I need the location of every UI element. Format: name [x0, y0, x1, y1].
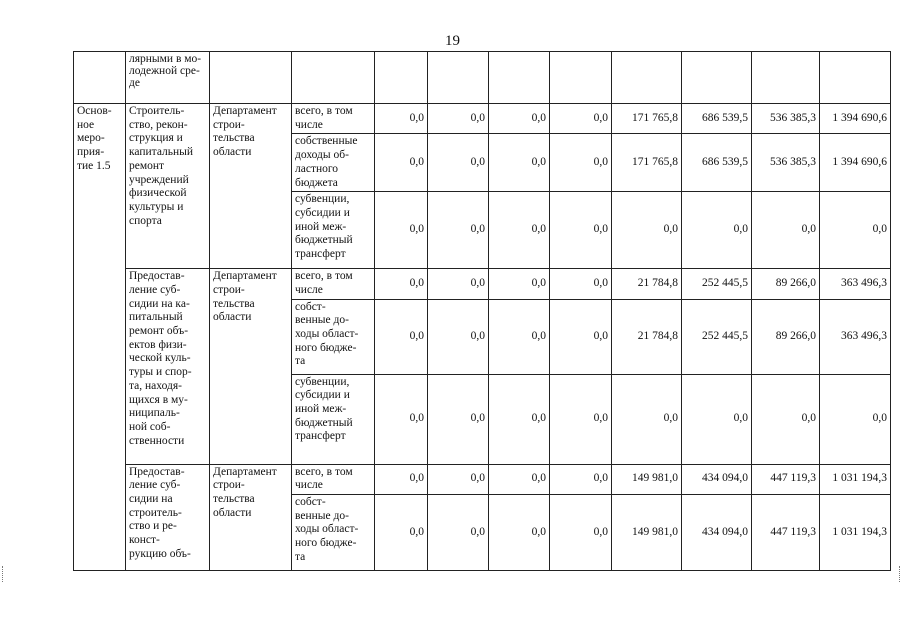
amount-cell: 0,0: [820, 374, 891, 464]
amount-cell: 0,0: [428, 374, 489, 464]
budget-table: [73, 51, 891, 571]
amount-cell: 363 496,3: [820, 299, 891, 374]
amount-cell: 0,0: [489, 495, 550, 571]
funding-source: субвенции, субсидии и иной меж- бюджетный трансферт: [292, 192, 375, 269]
amount-cell: 0,0: [375, 192, 428, 269]
amount-cell: 434 094,0: [682, 495, 752, 571]
amount-cell: 0,0: [550, 495, 612, 571]
amount-cell: 1 394 690,6: [820, 104, 891, 134]
amount-cell: 0,0: [375, 464, 428, 494]
funding-source: субвенции, субсидии и иной меж- бюджетный трансферт: [292, 374, 375, 464]
amount-cell: 0,0: [550, 464, 612, 494]
scan-edge-mark-left: [2, 566, 7, 582]
empty-cell: [74, 52, 126, 104]
amount-cell: 0,0: [428, 495, 489, 571]
amount-cell: 0,0: [428, 134, 489, 192]
funding-source: собст- венные до- ходы област- ного бюдже- та: [292, 495, 375, 571]
amount-cell: 434 094,0: [682, 464, 752, 494]
empty-cell: [550, 52, 612, 104]
amount-cell: 0,0: [550, 192, 612, 269]
funding-source: всего, в том числе: [292, 269, 375, 299]
amount-cell: 0,0: [375, 269, 428, 299]
amount-cell: 0,0: [375, 495, 428, 571]
table-row: [74, 269, 891, 299]
amount-cell: 1 394 690,6: [820, 134, 891, 192]
amount-cell: 0,0: [375, 374, 428, 464]
amount-cell: 0,0: [752, 374, 820, 464]
amount-cell: 0,0: [428, 104, 489, 134]
amount-cell: 0,0: [612, 192, 682, 269]
amount-cell: 1 031 194,3: [820, 495, 891, 571]
empty-cell: [428, 52, 489, 104]
funding-source: собст- венные до- ходы област- ного бюдже- та: [292, 299, 375, 374]
amount-cell: 0,0: [489, 374, 550, 464]
amount-cell: 536 385,3: [752, 104, 820, 134]
amount-cell: 0,0: [428, 192, 489, 269]
activity-name: Строитель- ство, рекон- струкция и капитальный ремонт учреждений физической культуры и спорта: [126, 104, 210, 269]
amount-cell: 363 496,3: [820, 269, 891, 299]
amount-cell: 686 539,5: [682, 134, 752, 192]
amount-cell: 0,0: [682, 374, 752, 464]
amount-cell: 0,0: [489, 269, 550, 299]
table-row: [74, 464, 891, 494]
empty-cell: [820, 52, 891, 104]
measure-label: Основ- ное меро- прия- тие 1.5: [74, 104, 126, 571]
amount-cell: 149 981,0: [612, 464, 682, 494]
amount-cell: 0,0: [752, 192, 820, 269]
amount-cell: 21 784,8: [612, 299, 682, 374]
amount-cell: 252 445,5: [682, 299, 752, 374]
activity-name: Предостав- ление суб- сидии на ка- питальный ремонт объ- ектов физи- ческой куль- туры и спор- та, находя- щихся в му- ниципаль- ной соб- ственности: [126, 269, 210, 464]
continuation-text: лярными в мо- лодежной сре- де: [126, 52, 210, 104]
amount-cell: 0,0: [489, 134, 550, 192]
activity-name: Предостав- ление суб- сидии на строитель- ство и ре- конст- рукцию объ-: [126, 464, 210, 570]
amount-cell: 1 031 194,3: [820, 464, 891, 494]
department-name: Департамент строи- тельства области: [210, 464, 292, 570]
amount-cell: 89 266,0: [752, 299, 820, 374]
scan-edge-mark-right: [899, 566, 904, 582]
amount-cell: 686 539,5: [682, 104, 752, 134]
amount-cell: 0,0: [550, 134, 612, 192]
amount-cell: 0,0: [428, 464, 489, 494]
amount-cell: 447 119,3: [752, 464, 820, 494]
amount-cell: 171 765,8: [612, 134, 682, 192]
table-row: [74, 104, 891, 134]
empty-cell: [682, 52, 752, 104]
funding-source: всего, в том числе: [292, 104, 375, 134]
amount-cell: 0,0: [820, 192, 891, 269]
amount-cell: 0,0: [682, 192, 752, 269]
amount-cell: 0,0: [550, 104, 612, 134]
empty-cell: [489, 52, 550, 104]
continuation-row: [74, 52, 891, 104]
department-name: Департамент строи- тельства области: [210, 269, 292, 464]
empty-cell: [375, 52, 428, 104]
amount-cell: 0,0: [375, 299, 428, 374]
amount-cell: 0,0: [550, 374, 612, 464]
amount-cell: 0,0: [612, 374, 682, 464]
amount-cell: 0,0: [428, 269, 489, 299]
funding-source: всего, в том числе: [292, 464, 375, 494]
amount-cell: 0,0: [489, 464, 550, 494]
amount-cell: 252 445,5: [682, 269, 752, 299]
amount-cell: 0,0: [550, 269, 612, 299]
amount-cell: 21 784,8: [612, 269, 682, 299]
amount-cell: 0,0: [489, 104, 550, 134]
amount-cell: 0,0: [489, 299, 550, 374]
department-name: Департамент строи- тельства области: [210, 104, 292, 269]
amount-cell: 0,0: [489, 192, 550, 269]
empty-cell: [210, 52, 292, 104]
amount-cell: 536 385,3: [752, 134, 820, 192]
funding-source: собственные доходы об- ластного бюджета: [292, 134, 375, 192]
amount-cell: 171 765,8: [612, 104, 682, 134]
empty-cell: [752, 52, 820, 104]
page-number: 19: [445, 33, 460, 49]
amount-cell: 0,0: [375, 134, 428, 192]
empty-cell: [292, 52, 375, 104]
empty-cell: [612, 52, 682, 104]
amount-cell: 0,0: [550, 299, 612, 374]
amount-cell: 89 266,0: [752, 269, 820, 299]
amount-cell: 447 119,3: [752, 495, 820, 571]
amount-cell: 149 981,0: [612, 495, 682, 571]
amount-cell: 0,0: [375, 104, 428, 134]
amount-cell: 0,0: [428, 299, 489, 374]
